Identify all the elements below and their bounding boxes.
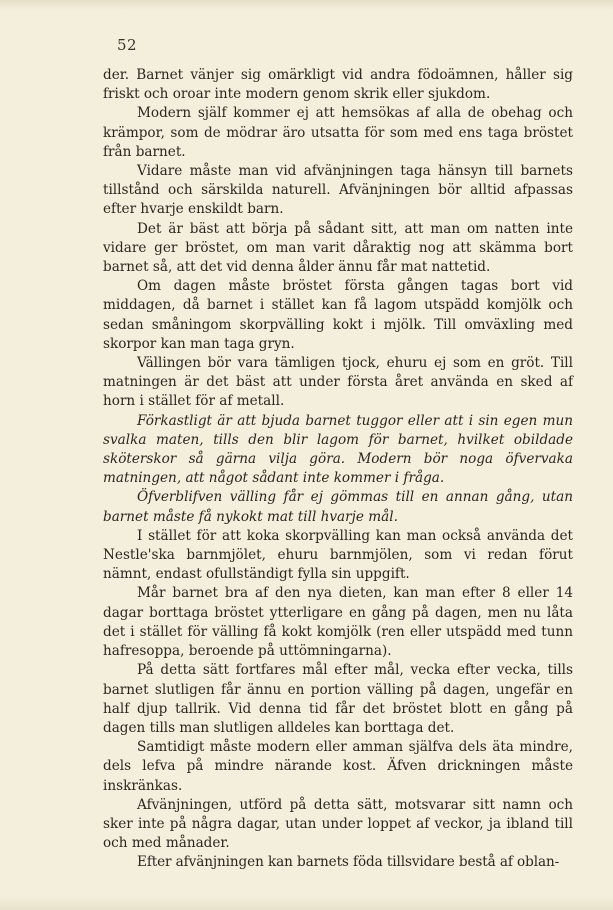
paragraph-italic: Förkastligt är att bjuda barnet tuggor eller att i sin egen mun svalka maten, tills den blir lagom för barnet, hvilket obildade sköterskor så gärna vilja göra. Modern bör noga öfvervaka matningen, att något sådant inte kommer i fråga. (103, 412, 573, 487)
paragraph: Efter afvänjningen kan barnets föda tillsvidare bestå af oblan- (137, 854, 560, 871)
page-bottom-edge (0, 896, 613, 910)
paragraph-italic: Öfverblifven välling får ej gömmas till en annan gång, utan barnet måste få nykokt mat till hvarje mål. (103, 489, 573, 525)
paragraph: I stället för att koka skorpvälling kan man också använda det Nestle'ska barnmjölet, ehuru barnmjölen, som vi redan förut nämnt, endast ofullständigt fylla sin uppgift. (103, 527, 573, 583)
page-number: 52 (117, 36, 138, 54)
paragraph: Afvänjningen, utförd på detta sätt, motsvarar sitt namn och sker inte på några dagar, utan under loppet af veckor, ja ibland till och med månader. (103, 796, 573, 852)
paragraph: der. Barnet vänjer sig omärkligt vid andra födoämnen, håller sig friskt och oroar inte modern genom skrik eller sjukdom. (103, 67, 573, 103)
paragraph: Samtidigt måste modern eller amman själfva dels äta mindre, dels lefva på mindre närande kost. Äfven drickningen måste inskränkas. (103, 739, 573, 794)
page-edge (0, 0, 613, 10)
paragraph: Mår barnet bra af den nya dieten, kan man efter 8 eller 14 dagar borttaga bröstet ytterligare en gång på dagen, men nu låta det i stället för välling få kokt komjölk (ren eller utspädd med tunn hafresoppa, beroende på uttömningarna). (103, 585, 573, 660)
paragraph: Vällingen bör vara tämligen tjock, ehuru ej som en gröt. Till matningen är det bäst att under första året använda en sked af horn i stället för af metall. (103, 355, 573, 410)
paragraph: På detta sätt fortfares mål efter mål, vecka efter vecka, tills barnet slutligen får ännu en portion välling på dagen, ungefär en half djup tallrik. Vid denna tid får det bröstet blott en gång på dagen tills man slutligen alldeles kan borttaga det. (103, 662, 573, 736)
paragraph: Det är bäst att börja på sådant sitt, att man om natten inte vidare ger bröstet, om man varit dåraktig nog att skämma bort barnet så, att det vid denna ålder ännu får mat nattetid. (103, 220, 573, 276)
body-text (103, 66, 573, 873)
paragraph: Modern själf kommer ej att hemsökas af alla de obehag och krämpor, som de mödrar äro utsatta för som med ens taga bröstet från barnet. (103, 105, 573, 160)
paragraph: Vidare måste man vid afvänjningen taga hänsyn till barnets tillstånd och särskilda naturell. Afvänjningen bör alltid afpassas efter hvarje enskildt barn. (103, 163, 573, 218)
paragraph: Om dagen måste bröstet första gången tagas bort vid middagen, då barnet i stället kan få lagom utspädd komjölk och sedan småningom skorpvälling kokt i mjölk. Till omväxling med skorpor kan man taga gryn. (103, 278, 573, 352)
